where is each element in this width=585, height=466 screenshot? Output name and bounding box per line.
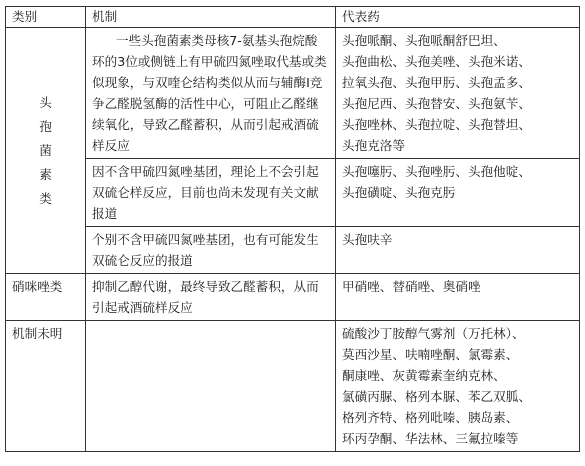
drug-line: 头孢哌酮、头孢哌酮舒巴坦、 [342,33,506,48]
category-cell-cephalosporins [6,28,86,274]
mechanism-cell [86,321,336,452]
category-char: 类 [39,190,52,206]
drug-line: 头孢噻肟、头孢唑肟、头孢他啶、 [342,164,531,179]
drug-line: 硫酸沙丁胺醇气雾剂（万托林）、 [342,326,525,341]
table-row [6,159,580,227]
category-char: 菌 [39,142,52,158]
mechanism-cell: 抑制乙醇代谢，最终导致乙醛蓄积，从而引起戒酒硫样反应 [86,274,336,321]
drug-line: 酮康唑、灰黄霉素奎纳克林、 [342,368,506,383]
drug-reaction-table [5,6,580,452]
table-header-row [6,7,580,28]
header-mechanism: 机制 [86,7,336,28]
drug-line: 头孢尼西、头孢替安、头孢氨苄、 [342,96,531,111]
drugs-cell [336,227,580,274]
category-char: 头 [39,94,52,110]
header-category: 类别 [6,7,86,28]
drug-line: 头孢克洛等 [342,138,405,153]
mechanism-cell: 个别不含甲硫四氮唑基团，也有可能发生双硫仑反应的报道 [86,227,336,274]
drugs-cell [336,274,580,321]
mechanism-cell: 一些头孢菌素类母核7-氨基头孢烷酸环的3位或侧链上有甲硫四氮唑取代基或类似现象，与双喹仑结构类似从而与辅酶I竞争乙醛脱氢酶的活性中心，可阻止乙醛继续氧化，导致乙醛蓄积，从而引起戒酒硫样反应 [86,28,336,159]
table-row [6,321,580,452]
drug-line: 头孢唑林、头孢拉啶、头孢替坦、 [342,117,531,132]
category-cell-unknown-mechanism: 机制未明 [6,321,86,452]
drugs-cell [336,159,580,227]
drug-line: 环丙孕酮、华法林、三氟拉嗪等 [342,431,519,446]
drug-line: 头孢磺啶、头孢克肟 [342,185,456,200]
table-row [6,28,580,159]
drug-line: 拉氧头孢、头孢甲肟、头孢孟多、 [342,75,531,90]
drug-line: 甲硝唑、替硝唑、奥硝唑 [342,279,481,294]
drug-line: 氯磺丙脲、格列本脲、苯乙双胍、 [342,389,531,404]
drug-line: 头孢呋辛 [342,232,393,247]
drug-line: 格列齐特、格列吡嗪、胰岛素、 [342,410,519,425]
drug-line: 莫西沙星、呋喃唑酮、氯霉素、 [342,347,519,362]
header-drugs: 代表药 [336,7,580,28]
table-row [6,274,580,321]
drugs-cell [336,28,580,159]
category-char: 素 [39,166,52,182]
category-cell-nitroimidazoles: 硝咪唑类 [6,274,86,321]
table-row [6,227,580,274]
mechanism-cell: 因不含甲硫四氮唑基团，理论上不会引起双硫仑样反应，目前也尚未发现有关文献报道 [86,159,336,227]
drug-reaction-table-container [5,6,579,452]
category-char: 孢 [39,118,52,134]
drugs-cell [336,321,580,452]
drug-line: 头孢曲松、头孢美唑、头孢米诺、 [342,54,531,69]
